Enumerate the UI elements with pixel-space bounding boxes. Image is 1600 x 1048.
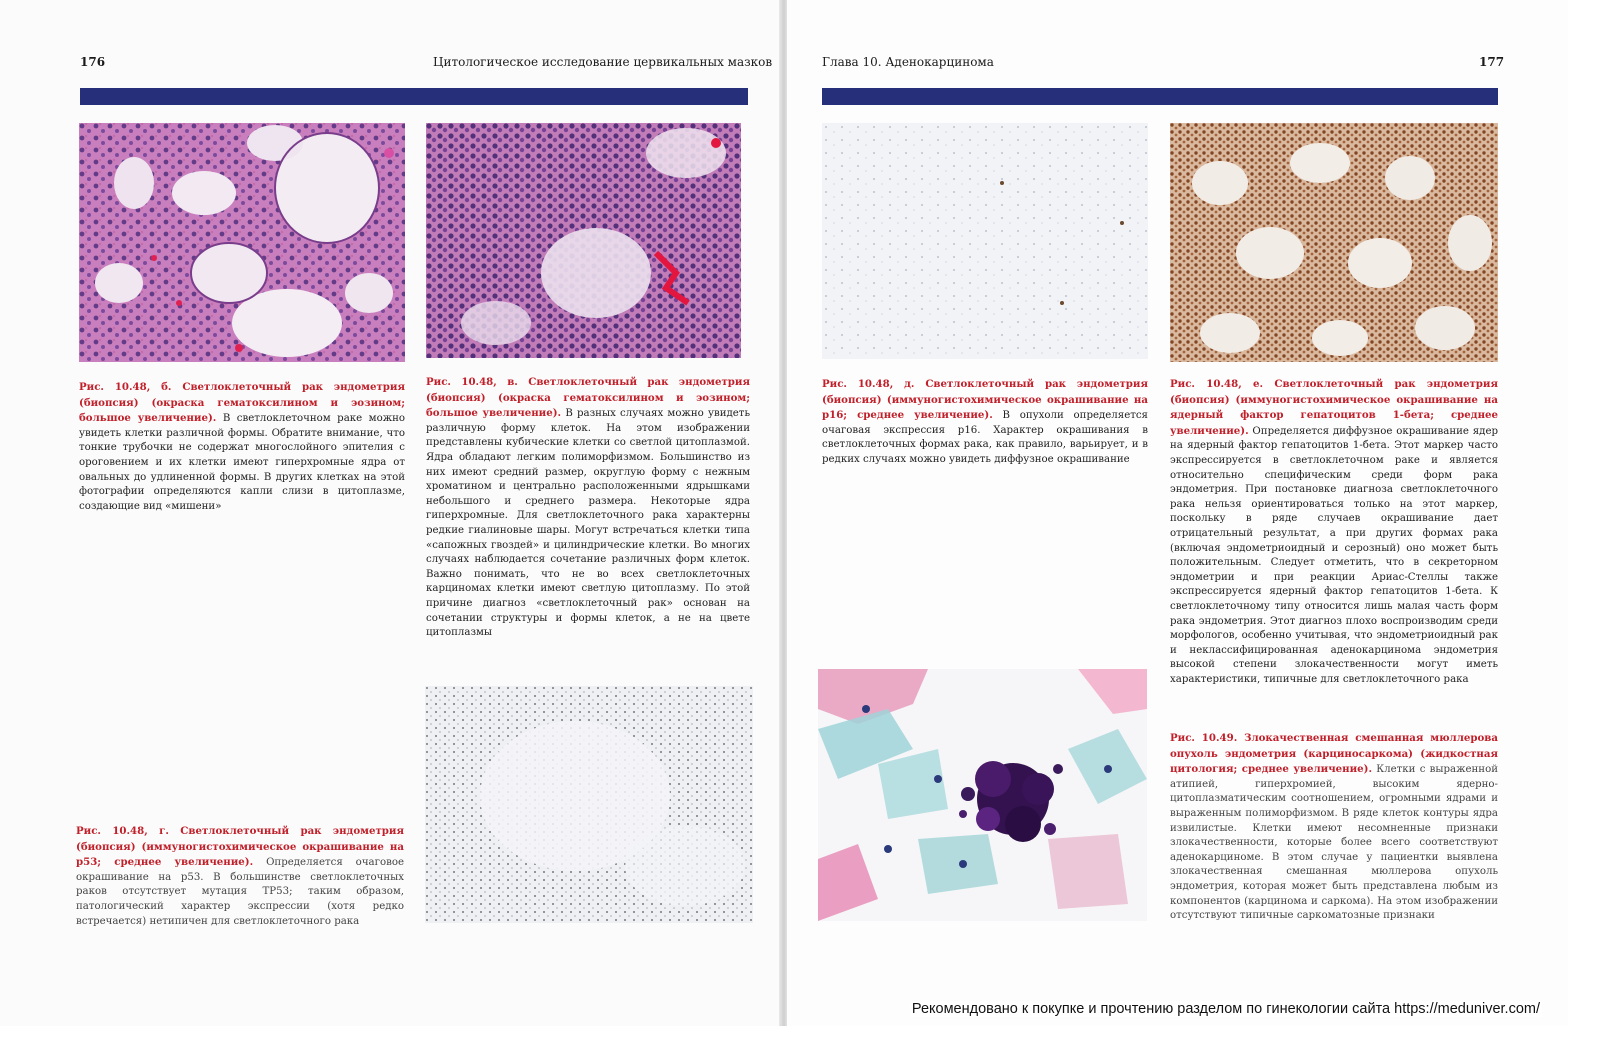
figure-10-48-g-caption — [76, 824, 404, 929]
figure-title: Рис. 10.48, е. Светлоклеточный рак эндометрия (биопсия) (иммуногистохимическое окрашивание на ядерный фактор гепатоцитов 1-бета; среднее увеличение). — [1170, 378, 1498, 437]
right-page-number: 177 — [1479, 55, 1505, 69]
figure-title: Рис. 10.48, б. Светлоклеточный рак эндометрия (биопсия) (окраска гематоксилином и эозином; большое увеличение). — [79, 381, 405, 425]
figure-text: В разных случаях можно увидеть различную форму клеток. На этом изображении представлены кубические клетки со светлой цитоплазмой. Ядра обладают легким полиморфизмом. Большинство из них имеют средний размер, округлую форму с нежным хроматином и центрально расположенными ядрышками небольшого и среднего размера. Некоторые ядра гиперхромные. Для светлоклеточного рака характерны редкие гиалиновые шары. Могут встречаться клетки типа «сапожных гвоздей» и цилиндрические клетки. Во многих случаях наблюдается сочетание различных форм клеток. Важно понимать, что не во всех светлоклеточных карциномах клетки имеют светлую цитоплазму. По этой причине диагноз «светлоклеточный рак» основан на сочетании структуры и формы клеток, а не на цвете цитоплазмы — [426, 408, 750, 639]
left-page-number: 176 — [80, 55, 106, 69]
figure-text: Клетки с выраженной атипией, гиперхромией, высоким ядерно-цитоплазматическим соотношением, огромными ядрами и выраженным полиморфизмом. В ряде клеток контуры ядра извилистые. Клетки имеют несомненные признаки злокачественности, которые более всего соответствуют аденокарциноме. В этом случае у пациентки выявлена злокачественная смешанная мюллерова опухоль эндометрия, которая может быть представлена любым из компонентов (карцинома и саркома). На этом изображении отсутствуют типичные саркоматозные признаки — [1170, 764, 1498, 922]
figure-title: Рис. 10.48, д. Светлоклеточный рак эндометрия (биопсия) (иммуногистохимическое окрашивание на p16; среднее увеличение). — [822, 378, 1148, 422]
figure-text: Определяется диффузное окрашивание ядер на ядерный фактор гепатоцитов 1-бета. Этот маркер часто экспрессируется в светлоклеточном раке и является относительно специфическим среди форм рака эндометрия. При постановке диагноза светлоклеточного рака нельзя ориентироваться только на этот маркер, поскольку в ряде случаев окрашивание дает отрицательный результат, а при других формах рака (включая эндометриоидный и серозный) оно может быть положительным. Следует отметить, что в секреторном эндометрии и при реакции Ариас-Стеллы также экспрессируется ядерный фактор гепатоцитов 1-бета. К светлоклеточному типу относится лишь малая часть форм рака эндометрия. Этот диагноз плохо воспроизводим среди морфологов, особенно учитывая, что эндометриоидный рак и неклассифицированная аденокарцинома эндометрия высокой степени злокачественности могут иметь характеристики, типичные для светлоклеточного рака — [1170, 425, 1498, 685]
figure-10-48-e-caption — [1170, 377, 1498, 687]
figure-text: Определяется очаговое окрашивание на p53. В большинстве светлоклеточных раков отсутствует мутация TP53; таким образом, патологический характер экспрессии (хотя редко встречается) нетипичен для светлоклеточного рака — [76, 857, 404, 927]
right-page — [787, 0, 1568, 1026]
figure-10-48-e-micrograph — [1170, 123, 1498, 362]
figure-title: Рис. 10.49. Злокачественная смешанная мюллерова опухоль эндометрия (карциносаркома) (жидкостная цитология; среднее увеличение). — [1170, 732, 1498, 776]
right-running-head: Глава 10. Аденокарцинома — [822, 55, 994, 69]
figure-10-48-d-micrograph — [822, 123, 1148, 359]
figure-title: Рис. 10.48, г. Светлоклеточный рак эндометрия (биопсия) (иммуногистохимическое окрашивание на p53; среднее увеличение). — [76, 825, 404, 869]
figure-10-48-b-micrograph — [79, 123, 405, 362]
figure-title: Рис. 10.48, в. Светлоклеточный рак эндометрия (биопсия) (окраска гематоксилином и эозином; большое увеличение). — [426, 376, 750, 420]
figure-text: В светлоклеточном раке можно увидеть клетки различной формы. Обратите внимание, что тонкие трубочки не содержат многослойного эпителия с ороговением и их клетки имеют гиперхромные ядра от овальных до удлиненной формы. В других клетках на этой фотографии определяются капли слизи в цитоплазме, создающие вид «мишени» — [79, 413, 405, 512]
figure-10-49-micrograph — [818, 669, 1147, 921]
figure-10-49-caption — [1170, 731, 1498, 924]
figure-10-48-v-caption — [426, 375, 750, 641]
figure-10-48-d-caption — [822, 377, 1148, 468]
figure-10-48-b-caption — [79, 380, 405, 514]
footer-recommendation-note: Рекомендовано к покупке и прочтению разделом по гинекологии сайта https://meduniver.com/ — [911, 1001, 1540, 1017]
figure-10-48-g-micrograph — [425, 686, 753, 923]
left-page — [0, 0, 781, 1026]
figure-text: В опухоли определяется очаговая экспрессия p16. Характер окрашивания в светлоклеточных формах рака, как правило, варьирует, и в редких случаях можно увидеть диффузное окрашивание — [822, 410, 1148, 465]
left-running-head: Цитологическое исследование цервикальных мазков — [433, 55, 773, 69]
figure-10-48-v-micrograph — [426, 123, 741, 358]
left-header-bar — [80, 88, 748, 105]
right-header-bar — [822, 88, 1498, 105]
